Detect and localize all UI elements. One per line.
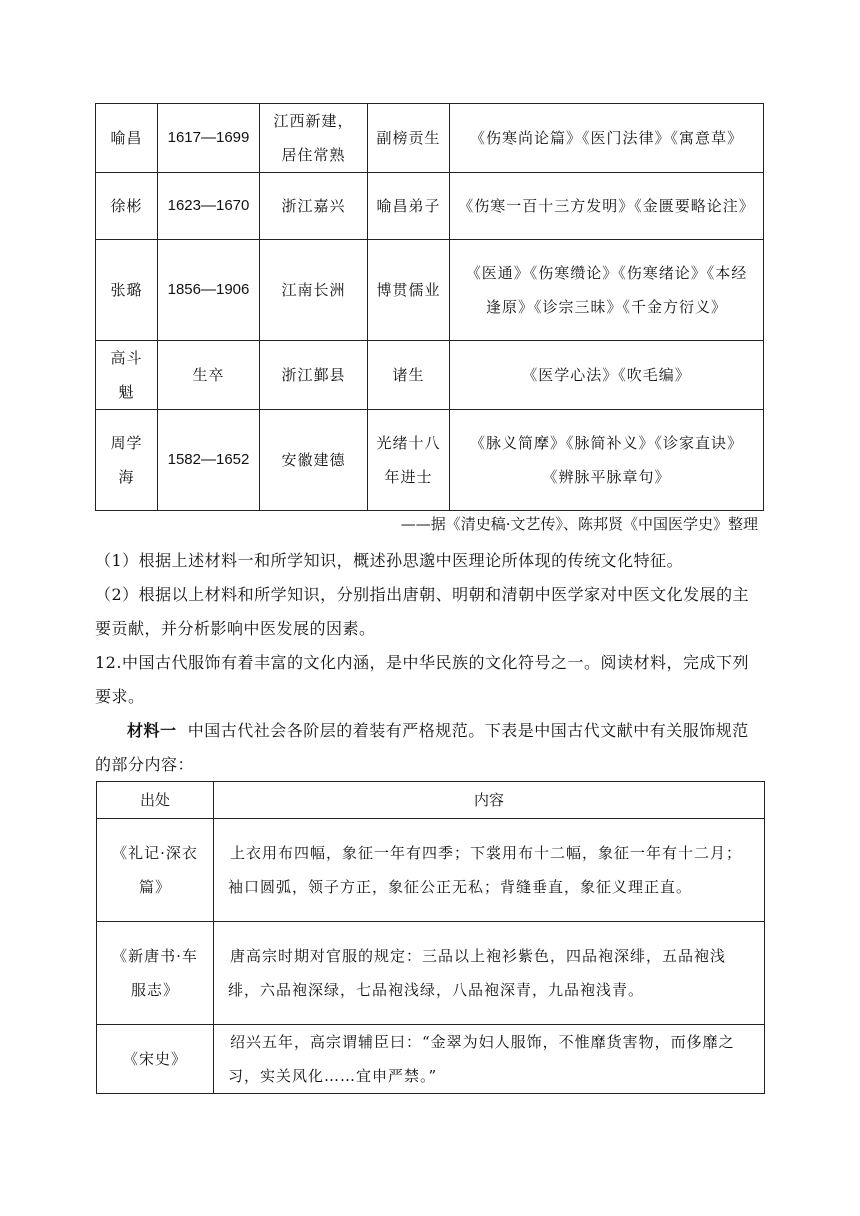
physician-status: 喻昌弟子 [368,173,450,240]
clothing-norms-table [96,781,765,1094]
physicians-table [95,103,764,511]
content-cell: 唐高宗时期对官服的规定：三品以上袍衫紫色，四品袍深绯，五品袍浅绯，六品袍深绿，七品袍浅绿，八品袍深青，九品袍浅青。 [214,922,765,1025]
material-1-text: 中国古代社会各阶层的着装有严格规范。下表是中国古代文献中有关服饰规范的部分内容： [95,721,749,774]
physician-name: 高斗魁 [96,341,158,410]
physician-place: 安徽建德 [260,410,368,511]
source-cell: 《礼记·深衣篇》 [97,819,214,922]
material-1 [95,714,765,782]
physician-place: 浙江鄞县 [260,341,368,410]
physician-place: 江南长洲 [260,240,368,341]
physician-works: 《脉义简摩》《脉简补义》《诊家直诀》《辨脉平脉章句》 [450,410,764,511]
physician-status: 光绪十八年进士 [368,410,450,511]
table-header-row [97,782,765,819]
physician-name: 喻昌 [96,104,158,173]
content-cell: 绍兴五年，高宗谓辅臣曰：“金翠为妇人服饰，不惟靡货害物，而侈靡之习，实关风化……宜申严禁。” [214,1025,765,1094]
physician-place: 江西新建，居住常熟 [260,104,368,173]
physician-works: 《医通》《伤寒缵论》《伤寒绪论》《本经逢原》《诊宗三昧》《千金方衍义》 [450,240,764,341]
table-row [97,922,765,1025]
material-1-label: 材料一 [127,721,177,740]
physician-years: 1856—1906 [158,240,260,341]
table-row [97,1025,765,1094]
question-12-intro: 12.中国古代服饰有着丰富的文化内涵，是中华民族的文化符号之一。阅读材料，完成下列要求。 [95,653,749,706]
physician-years: 生卒 [158,341,260,410]
physician-name: 周学海 [96,410,158,511]
physician-status: 博贯儒业 [368,240,450,341]
physician-name: 张璐 [96,240,158,341]
source-citation: ——据《清史稿·文艺传》、陈邦贤《中国医学史》整理 [400,515,758,533]
table-row [96,104,764,173]
table-row [96,341,764,410]
physician-name: 徐彬 [96,173,158,240]
physician-place: 浙江嘉兴 [260,173,368,240]
physician-status: 诸生 [368,341,450,410]
physician-works: 《伤寒尚论篇》《医门法律》《寓意草》 [450,104,764,173]
table-row [96,410,764,511]
source-cell: 《新唐书·车服志》 [97,922,214,1025]
question-1: （1）根据上述材料一和所学知识，概述孙思邈中医理论所体现的传统文化特征。 [95,551,684,570]
table-row [96,240,764,341]
physician-years: 1582—1652 [158,410,260,511]
column-header-source: 出处 [97,782,214,819]
physician-works: 《医学心法》《吹毛编》 [450,341,764,410]
physician-works: 《伤寒一百十三方发明》《金匮要略论注》 [450,173,764,240]
content-cell: 上衣用布四幅，象征一年有四季；下裳用布十二幅，象征一年有十二月；袖口圆弧，领子方正，象征公正无私；背缝垂直，象征义理正直。 [214,819,765,922]
physician-status: 副榜贡生 [368,104,450,173]
table-row [96,173,764,240]
question-2: （2）根据以上材料和所学知识，分别指出唐朝、明朝和清朝中医学家对中医文化发展的主要贡献，并分析影响中医发展的因素。 [95,585,750,638]
source-cell: 《宋史》 [97,1025,214,1094]
physician-years: 1623—1670 [158,173,260,240]
table-row [97,819,765,922]
column-header-content: 内容 [214,782,765,819]
physician-years: 1617—1699 [158,104,260,173]
